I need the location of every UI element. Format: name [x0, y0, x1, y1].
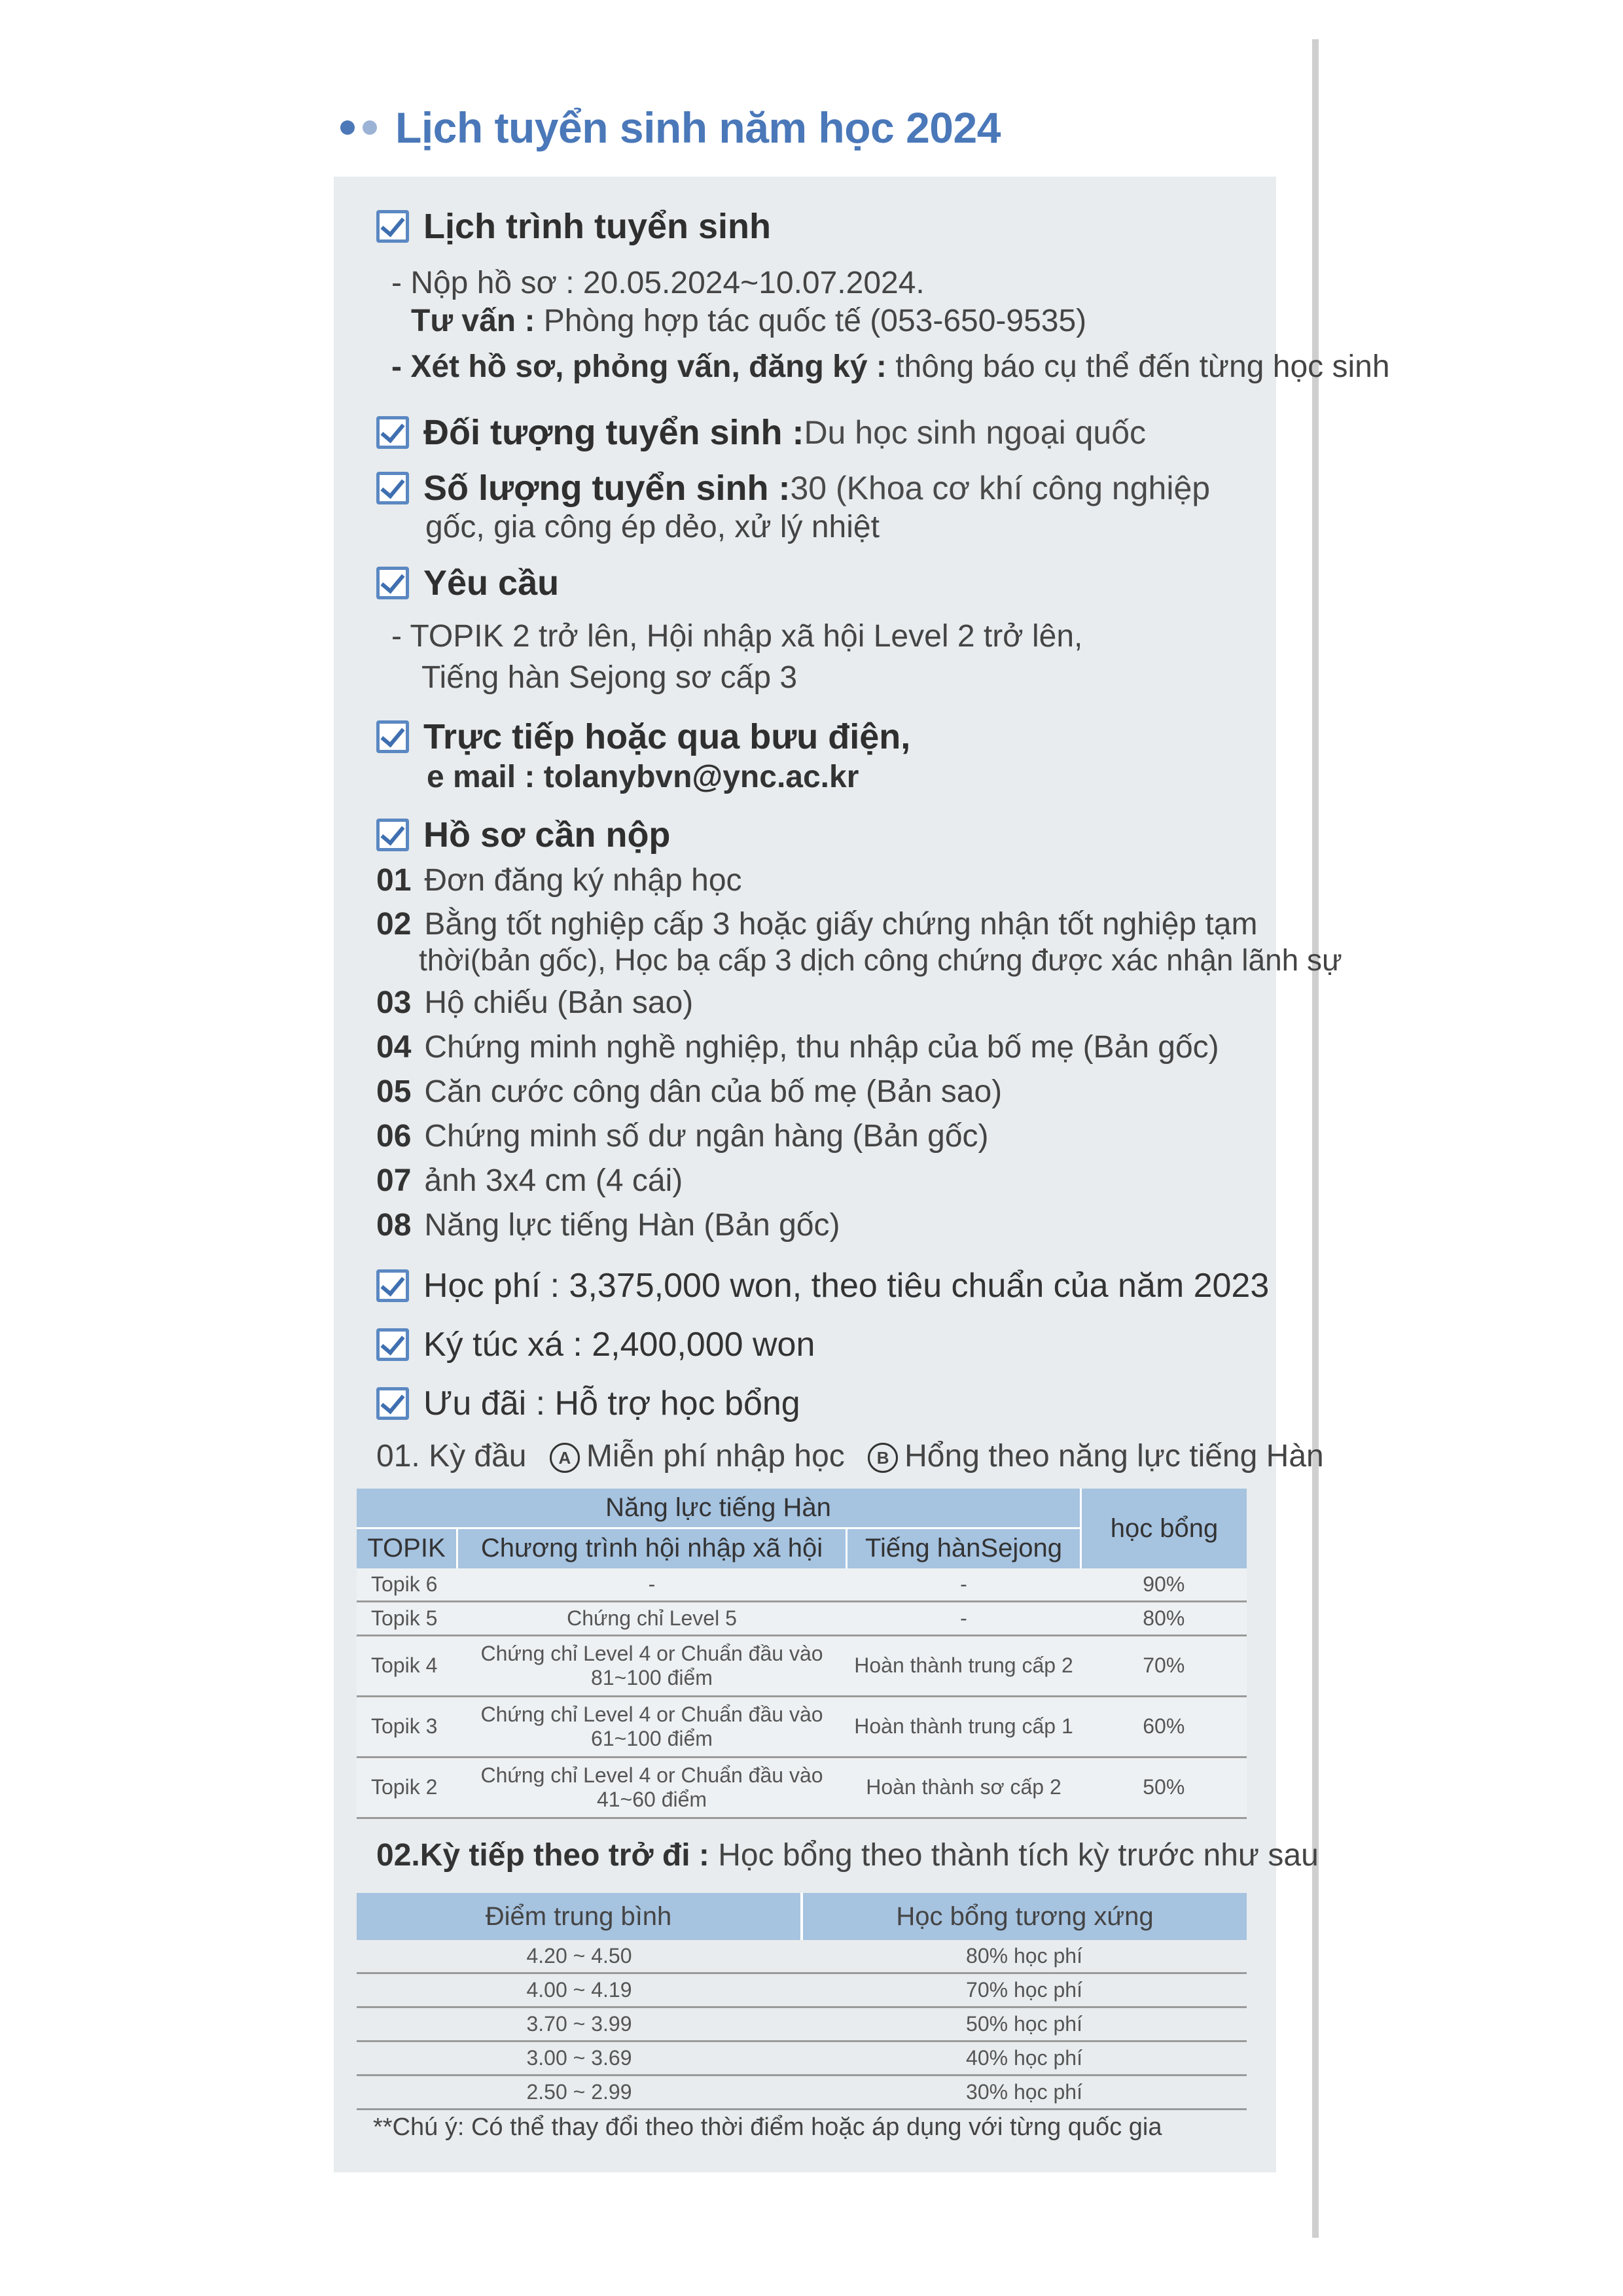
section-benefit — [376, 1384, 800, 1423]
cell-social: Chứng chỉ Level 5 — [457, 1601, 847, 1635]
cell-sejong: - — [847, 1601, 1081, 1635]
document-item — [376, 985, 693, 1021]
cell-topik: Topik 3 — [357, 1696, 457, 1757]
quota-continued: gốc, gia công ép dẻo, xử lý nhiệt — [425, 510, 880, 544]
section-quota — [376, 468, 1210, 508]
cell-topik: Topik 5 — [357, 1601, 457, 1635]
document-text: Căn cước công dân của bố mẹ (Bản sao) — [424, 1074, 1003, 1109]
cell-scholarship: 70% — [1081, 1635, 1247, 1696]
dorm-text: Ký túc xá : 2,400,000 won — [423, 1326, 815, 1364]
page-title-text: Lịch tuyển sinh năm học 2024 — [395, 103, 1001, 152]
quota-value: 30 (Khoa cơ khí công nghiệp — [790, 470, 1211, 506]
section-target — [376, 412, 1146, 453]
col-sejong: Tiếng hànSejong — [847, 1528, 1081, 1568]
cell-scholar: 70% học phí — [802, 1973, 1247, 2007]
document-number: 06 — [376, 1119, 412, 1154]
document-item — [376, 906, 1257, 942]
document-item — [376, 1163, 683, 1199]
review-value: thông báo cụ thể đến từng học sinh — [895, 349, 1390, 384]
section-heading: Số lượng tuyển sinh : — [423, 468, 791, 508]
checkbox-icon — [376, 1387, 409, 1420]
section-dorm — [376, 1325, 815, 1364]
col-scholarship: học bổng — [1081, 1489, 1247, 1568]
document-number: 04 — [376, 1030, 412, 1065]
table-row — [357, 1601, 1247, 1635]
cell-social: Chứng chỉ Level 4 or Chuẩn đầu vào 41~60 điểm — [457, 1757, 847, 1818]
section-heading: Trực tiếp hoặc qua bưu điện, — [423, 717, 911, 756]
cell-social: Chứng chỉ Level 4 or Chuẩn đầu vào 81~100 điểm — [457, 1635, 847, 1696]
document-text: ảnh 3x4 cm (4 cái) — [424, 1163, 683, 1198]
table-row — [357, 1635, 1247, 1696]
table-row — [357, 1757, 1247, 1818]
document-item — [376, 1207, 840, 1243]
bullet-dots-icon — [340, 120, 377, 135]
tuition-text: Học phí : 3,375,000 won, theo tiêu chuẩn của năm 2023 — [423, 1267, 1270, 1305]
checkbox-icon — [376, 1269, 409, 1302]
checkbox-icon — [376, 472, 409, 504]
consult-label: Tư vấn : — [411, 304, 544, 338]
table-row — [357, 2075, 1247, 2110]
table-row — [357, 1696, 1247, 1757]
cell-scholar: 30% học phí — [802, 2075, 1247, 2110]
cell-scholarship: 60% — [1081, 1696, 1247, 1757]
cell-scholar: 80% học phí — [802, 1940, 1247, 1973]
table-row — [357, 2041, 1247, 2075]
document-text: Chứng minh nghề nghiệp, thu nhập của bố mẹ (Bản gốc) — [424, 1030, 1219, 1065]
cell-social: Chứng chỉ Level 4 or Chuẩn đầu vào 61~100 điểm — [457, 1696, 847, 1757]
section-heading: Hồ sơ cần nộp — [423, 815, 671, 855]
document-number: 02 — [376, 907, 412, 942]
cell-gpa: 4.00 ~ 4.19 — [357, 1973, 802, 2007]
requirements-line-1: - TOPIK 2 trở lên, Hội nhập xã hội Level 2 trở lên, — [391, 619, 1083, 654]
table-row — [357, 2007, 1247, 2041]
document-item — [376, 1118, 989, 1154]
section-requirements — [376, 563, 559, 603]
document-item-2-continued: thời(bản gốc), Học bạ cấp 3 dịch công chứng được xác nhận lãnh sự — [419, 943, 1342, 977]
document-item — [376, 1029, 1219, 1065]
cell-scholar: 40% học phí — [802, 2041, 1247, 2075]
benefit-text: Ưu đãi : Hỗ trợ học bổng — [423, 1385, 800, 1422]
col-social: Chương trình hội nhập xã hội — [457, 1528, 847, 1568]
cell-topik: Topik 4 — [357, 1635, 457, 1696]
document-item — [376, 862, 742, 898]
circled-a-icon: A — [550, 1443, 580, 1473]
term2-line — [376, 1837, 1319, 1873]
term1-label: 01. Kỳ đầu — [376, 1439, 527, 1474]
document-number: 07 — [376, 1163, 412, 1198]
document-number: 05 — [376, 1074, 412, 1109]
cell-topik: Topik 6 — [357, 1568, 457, 1601]
term1-option-a: Miễn phí nhập học — [586, 1439, 845, 1474]
circled-b-icon: B — [868, 1443, 898, 1473]
cell-scholarship: 80% — [1081, 1601, 1247, 1635]
cell-sejong: Hoàn thành sơ cấp 2 — [847, 1757, 1081, 1818]
checkbox-icon — [376, 819, 409, 851]
table-row — [357, 1973, 1247, 2007]
checkbox-icon — [376, 210, 409, 243]
col-scholar: Học bổng tương xứng — [802, 1893, 1247, 1940]
scholarship-table-topik — [357, 1489, 1247, 1819]
page-title — [340, 95, 1001, 160]
section-submission — [376, 716, 910, 757]
section-heading: Đối tượng tuyển sinh : — [423, 413, 804, 452]
cell-topik: Topik 2 — [357, 1757, 457, 1818]
scholarship-table-gpa — [357, 1893, 1247, 2110]
document-text: Năng lực tiếng Hàn (Bản gốc) — [424, 1208, 840, 1243]
review-line — [391, 349, 1390, 385]
checkbox-icon — [376, 567, 409, 599]
col-gpa: Điểm trung bình — [357, 1893, 802, 1940]
term2-text: Học bổng theo thành tích kỳ trước như sau — [718, 1838, 1319, 1873]
footnote: **Chú ý: Có thể thay đổi theo thời điểm hoặc áp dụng với từng quốc gia — [373, 2113, 1162, 2141]
cell-gpa: 2.50 ~ 2.99 — [357, 2075, 802, 2110]
submission-email: e mail : tolanybvn@ync.ac.kr — [427, 760, 859, 794]
document-number: 03 — [376, 985, 412, 1020]
group-header: Năng lực tiếng Hàn — [357, 1489, 1081, 1528]
consult-value: Phòng hợp tác quốc tế (053-650-9535) — [543, 304, 1087, 338]
target-value: Du học sinh ngoại quốc — [804, 414, 1147, 451]
review-label: - Xét hồ sơ, phỏng vấn, đăng ký : — [391, 349, 896, 384]
document-text: Hộ chiếu (Bản sao) — [424, 985, 694, 1020]
section-heading: Yêu cầu — [423, 563, 560, 603]
checkbox-icon — [376, 720, 409, 753]
document-item — [376, 1074, 1002, 1110]
checkbox-icon — [376, 1328, 409, 1361]
cell-scholar: 50% học phí — [802, 2007, 1247, 2041]
cell-sejong: Hoàn thành trung cấp 1 — [847, 1696, 1081, 1757]
document-text: Bằng tốt nghiệp cấp 3 hoặc giấy chứng nhận tốt nghiệp tạm — [424, 907, 1258, 942]
term1-option-b: Hổng theo năng lực tiếng Hàn — [904, 1439, 1324, 1474]
document-text: Chứng minh số dư ngân hàng (Bản gốc) — [424, 1119, 989, 1154]
cell-sejong: - — [847, 1568, 1081, 1601]
apply-value: 20.05.2024~10.07.2024. — [582, 266, 925, 300]
table-row — [357, 1568, 1247, 1601]
cell-social: - — [457, 1568, 847, 1601]
consult-line — [411, 303, 1086, 339]
col-topik: TOPIK — [357, 1528, 457, 1568]
cell-gpa: 4.20 ~ 4.50 — [357, 1940, 802, 1973]
section-schedule — [376, 206, 771, 247]
cell-scholarship: 50% — [1081, 1757, 1247, 1818]
cell-scholarship: 90% — [1081, 1568, 1247, 1601]
cell-gpa: 3.70 ~ 3.99 — [357, 2007, 802, 2041]
term2-label: 02.Kỳ tiếp theo trở đi : — [376, 1838, 719, 1873]
section-documents — [376, 815, 670, 855]
checkbox-icon — [376, 416, 409, 449]
apply-line — [391, 265, 925, 301]
document-number: 01 — [376, 863, 412, 898]
requirements-line-2: Tiếng hàn Sejong sơ cấp 3 — [421, 660, 798, 695]
section-tuition — [376, 1266, 1269, 1305]
apply-label: - Nộp hồ sơ : — [391, 266, 583, 300]
term1-line — [376, 1438, 1324, 1474]
document-text: Đơn đăng ký nhập học — [424, 863, 742, 898]
cell-gpa: 3.00 ~ 3.69 — [357, 2041, 802, 2075]
table-row — [357, 1940, 1247, 1973]
document-number: 08 — [376, 1208, 412, 1243]
section-heading: Lịch trình tuyển sinh — [423, 207, 772, 246]
cell-sejong: Hoàn thành trung cấp 2 — [847, 1635, 1081, 1696]
